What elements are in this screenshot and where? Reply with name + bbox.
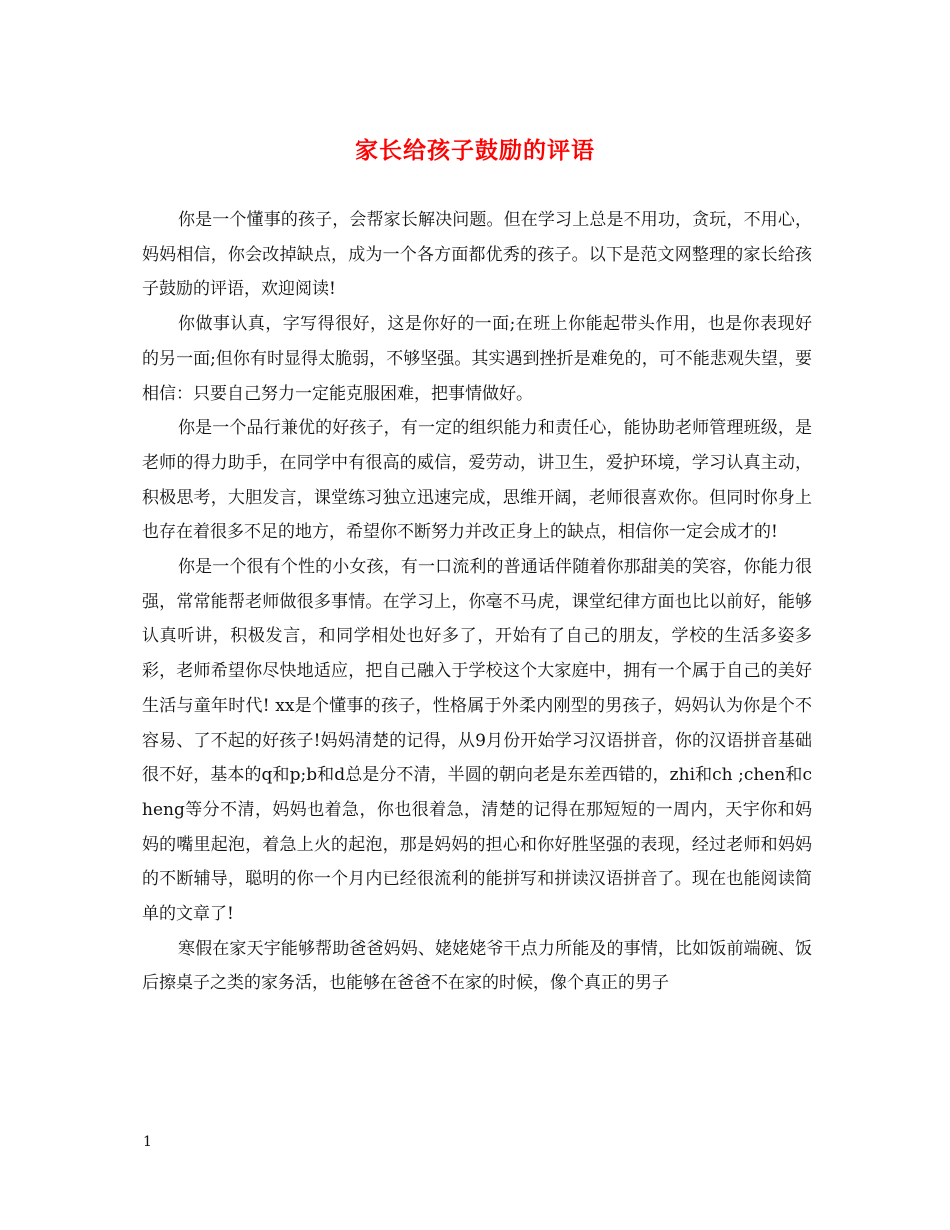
document-body — [142, 203, 812, 1001]
paragraph-intro: 你是一个懂事的孩子，会帮家长解决问题。但在学习上总是不用功，贪玩，不用心，妈妈相信，你会改掉缺点，成为一个各方面都优秀的孩子。以下是范文网整理的家长给孩子鼓励的评语，欢迎阅读! — [142, 210, 812, 300]
document-title: 家长给孩子鼓励的评语 — [355, 138, 595, 164]
paragraph-comment-3: 你是一个很有个性的小女孩，有一口流利的普通话伴随着你那甜美的笑容，你能力很强，常常能帮老师做很多事情。在学习上，你毫不马虎，课堂纪律方面也比以前好，能够认真听讲，积极发言，和同学相处也好多了，开始有了自己的朋友，学校的生活多姿多彩，老师希望你尽快地适应，把自己融入于学校这个大家庭中，拥有一个属于自己的美好生活与童年时代! xx是个懂事的孩子，性格属于外柔内刚型的男孩子，妈妈认为你是个不容易、了不起的好孩子!妈妈清楚的记得，从9月份开始学习汉语拼音，你的汉语拼音基础很不好，基本的q和p;b和d总是分不清，半圆的朝向老是东差西错的，zhi和ch ;chen和cheng等分不清，妈妈也着急，你也很着急，清楚的记得在那短短的一周内，天宇你和妈妈的嘴里起泡，着急上火的起泡，那是妈妈的担心和你好胜坚强的表现，经过老师和妈妈的不断辅导，聪明的你一个月内已经很流利的能拼写和拼读汉语拼音了。现在也能阅读简单的文章了! — [142, 557, 812, 925]
paragraph-comment-1: 你做事认真，字写得很好，这是你好的一面;在班上你能起带头作用，也是你表现好的另一面;但你有时显得太脆弱，不够坚强。其实遇到挫折是难免的，可不能悲观失望，要相信：只要自己努力一定能克服困难，把事情做好。 — [142, 314, 812, 404]
page-number: 1 — [143, 1134, 152, 1150]
paragraph-comment-4: 寒假在家天宇能够帮助爸爸妈妈、姥姥姥爷干点力所能及的事情，比如饭前端碗、饭后擦桌子之类的家务活，也能够在爸爸不在家的时候，像个真正的男子 — [142, 938, 812, 994]
paragraph-comment-2: 你是一个品行兼优的好孩子，有一定的组织能力和责任心，能协助老师管理班级，是老师的得力助手，在同学中有很高的威信，爱劳动，讲卫生，爱护环境，学习认真主动，积极思考，大胆发言，课堂练习独立迅速完成，思维开阔，老师很喜欢你。但同时你身上也存在着很多不足的地方，希望你不断努力并改正身上的缺点，相信你一定会成才的! — [142, 418, 812, 543]
